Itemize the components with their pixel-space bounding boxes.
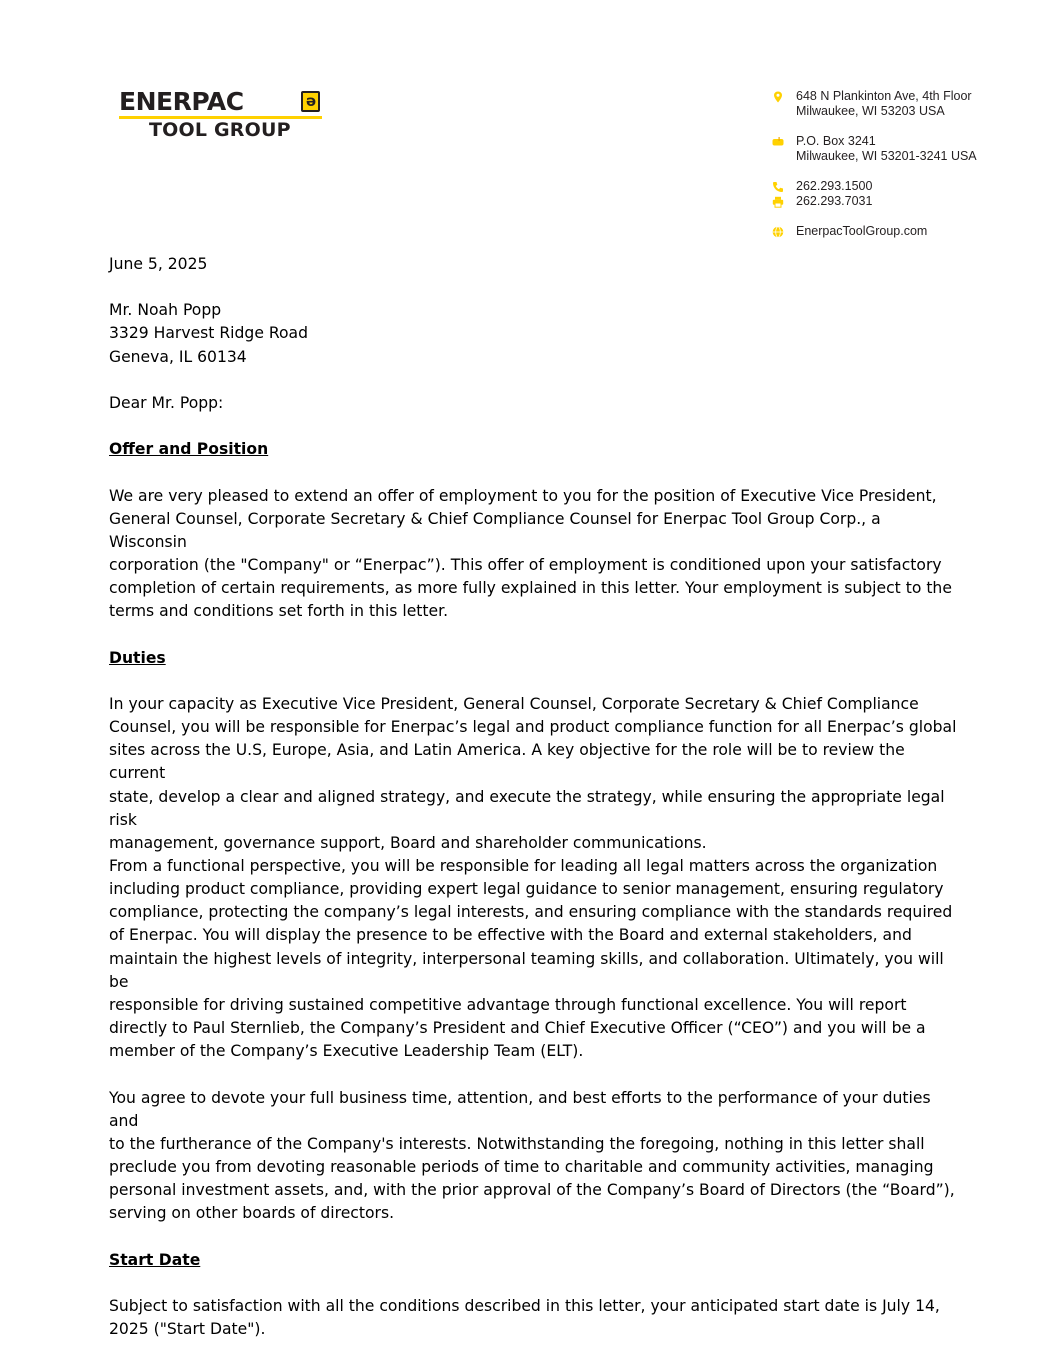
offer-paragraph — [109, 485, 961, 624]
globe-icon — [772, 226, 784, 238]
address-line-1: 648 N Plankinton Ave, 4th Floor — [796, 89, 972, 103]
text-line: From a functional perspective, you will be responsible for leading all legal matters across the organization — [109, 856, 938, 875]
phone-icon — [772, 181, 784, 193]
logo-wordmark-bottom: TOOL GROUP — [149, 119, 291, 141]
text-line: sites across the U.S, Europe, Asia, and Latin America. A key objective for the role will be to review the current — [109, 741, 905, 783]
text-line: In your capacity as Executive Vice President, General Counsel, Corporate Secretary & Chief Compliance — [109, 694, 919, 713]
logo-wordmark-top: ENERPAC — [119, 87, 244, 116]
mailbox-icon — [772, 136, 784, 148]
text-line: state, develop a clear and aligned strategy, and execute the strategy, while ensuring the appropriate legal risk — [109, 787, 945, 829]
phone-number: 262.293.1500 — [796, 179, 873, 193]
text-line: You agree to devote your full business time, attention, and best efforts to the performance of your duties and — [109, 1088, 931, 1130]
address-block — [770, 89, 1040, 119]
salutation: Dear Mr. Popp: — [109, 393, 224, 412]
recipient-city: Geneva, IL 60134 — [109, 347, 247, 366]
duties-heading: Duties — [109, 648, 166, 667]
fax-number: 262.293.7031 — [796, 194, 873, 208]
text-line: maintain the highest levels of integrity, interpersonal teaming skills, and collaboration. Ultimately, you will be — [109, 949, 944, 991]
text-line: serving on other boards of directors. — [109, 1204, 395, 1223]
phone-line — [796, 179, 1040, 194]
letterhead-contact — [770, 89, 1040, 254]
text-line: member of the Company’s Executive Leadership Team (ELT). — [109, 1042, 584, 1061]
recipient-street: 3329 Harvest Ridge Road — [109, 324, 308, 343]
text-line: preclude you from devoting reasonable periods of time to charitable and community activities, managing — [109, 1157, 934, 1176]
start-date-paragraph — [109, 1295, 961, 1341]
duties-paragraph-2 — [109, 1087, 961, 1226]
po-box-line-1: P.O. Box 3241 — [796, 134, 876, 148]
text-line: personal investment assets, and, with the prior approval of the Company’s Board of Directors (the “Board”), — [109, 1181, 955, 1200]
start-date-heading: Start Date — [109, 1250, 201, 1269]
letter-date: June 5, 2025 — [109, 255, 208, 273]
address-line-2: Milwaukee, WI 53203 USA — [796, 104, 945, 118]
fax-icon — [772, 196, 784, 208]
text-line: including product compliance, providing expert legal guidance to senior management, ensuring regulatory — [109, 880, 944, 899]
po-box-block — [770, 134, 1040, 164]
text-line: Counsel, you will be responsible for Enerpac’s legal and product compliance function for all Enerpac’s global — [109, 718, 957, 737]
letter-body — [109, 253, 961, 1341]
website-block — [770, 224, 1040, 239]
recipient-name: Mr. Noah Popp — [109, 301, 222, 320]
phone-block — [770, 179, 1040, 209]
duties-paragraph-1 — [109, 693, 961, 1064]
text-line: responsible for driving sustained competitive advantage through functional excellence. You will report — [109, 995, 907, 1014]
text-line: of Enerpac. You will display the presence to be effective with the Board and external stakeholders, and — [109, 926, 912, 945]
text-line: corporation (the "Company" or “Enerpac”). This offer of employment is conditioned upon your satisfactory — [109, 555, 942, 574]
website-link[interactable]: EnerpacToolGroup.com — [796, 224, 928, 238]
logo-badge-icon: ǝ — [301, 91, 320, 112]
text-line: 2025 ("Start Date"). — [109, 1320, 266, 1339]
text-line: terms and conditions set forth in this letter. — [109, 602, 449, 621]
text-line: Subject to satisfaction with all the conditions described in this letter, your anticipated start date is July 14, — [109, 1296, 940, 1315]
text-line: directly to Paul Sternlieb, the Company’s President and Chief Executive Officer (“CEO”) and you will be a — [109, 1019, 926, 1038]
offer-heading: Offer and Position — [109, 440, 269, 459]
text-line: management, governance support, Board and shareholder communications. — [109, 833, 707, 852]
company-logo — [119, 88, 324, 144]
po-box-line-2: Milwaukee, WI 53201-3241 USA — [796, 149, 977, 163]
text-line: to the furtherance of the Company's interests. Notwithstanding the foregoing, nothing in this letter shall — [109, 1134, 925, 1153]
location-pin-icon — [772, 91, 784, 103]
fax-line — [796, 194, 1040, 209]
text-line: General Counsel, Corporate Secretary & Chief Compliance Counsel for Enerpac Tool Group Corp., a Wisconsin — [109, 509, 881, 551]
text-line: compliance, protecting the company’s legal interests, and ensuring compliance with the standards required — [109, 903, 953, 922]
text-line: completion of certain requirements, as more fully explained in this letter. Your employment is subject to the — [109, 579, 952, 598]
text-line: We are very pleased to extend an offer of employment to you for the position of Executive Vice President, — [109, 486, 937, 505]
